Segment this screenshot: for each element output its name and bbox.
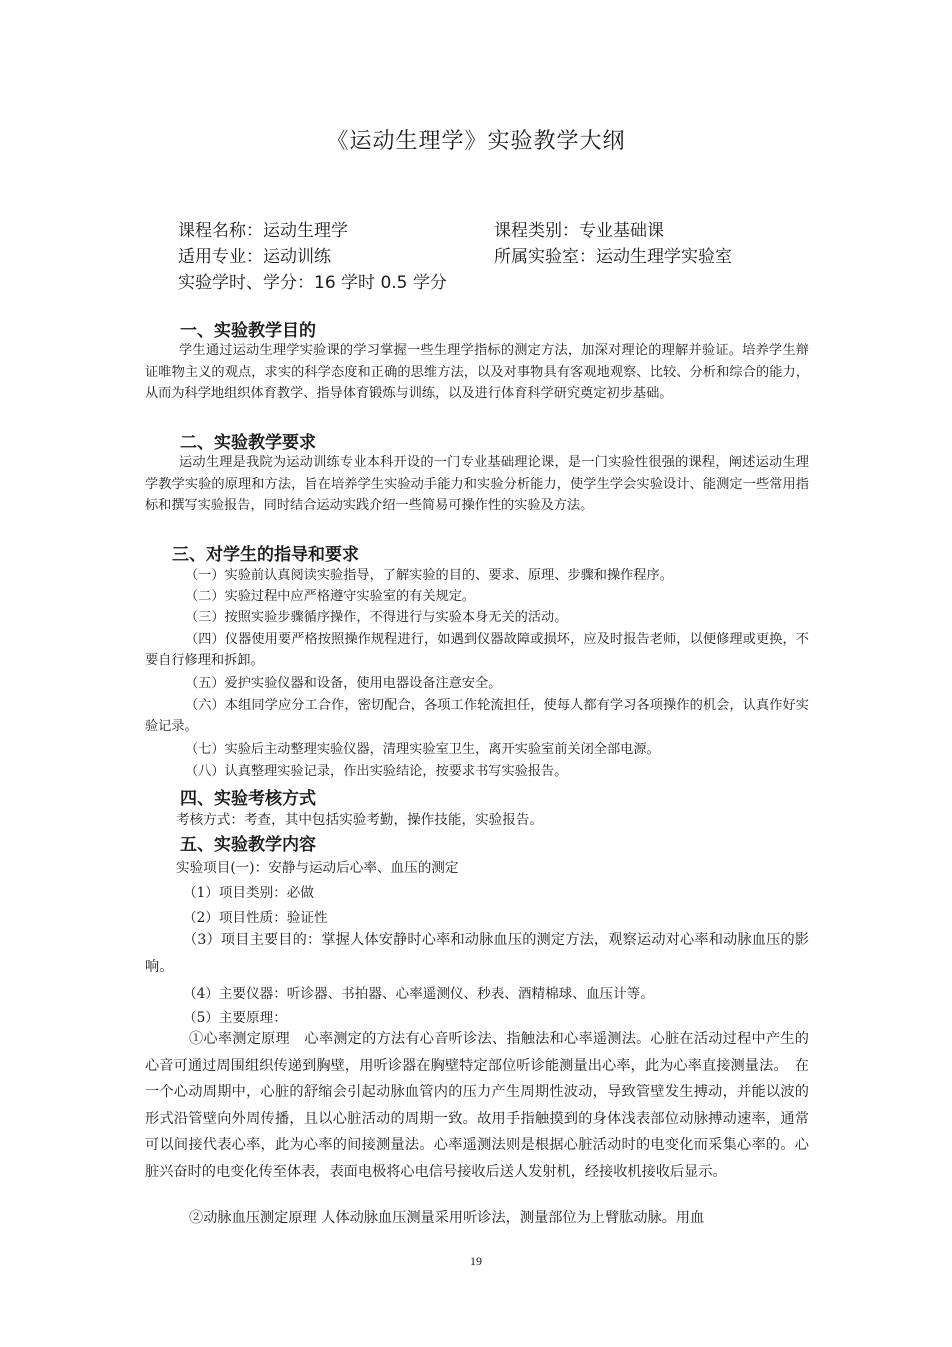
project-purpose: （3）项目主要目的：掌握人体安静时心率和动脉血压的测定方法，观察运动对心率和动脉血压的影响。	[145, 932, 809, 975]
section-4-heading: 四、实验考核方式	[180, 789, 316, 809]
course-name: 课程名称：运动生理学	[178, 221, 348, 241]
guideline-item: （五）爱护实验仪器和设备，使用电器设备注意安全。	[185, 676, 502, 691]
applicable-major: 适用专业：运动训练	[178, 247, 331, 267]
blood-pressure-principle: ②动脉血压测定原理 人体动脉血压测量采用听诊法，测量部位为上臂肱动脉。用血	[189, 1210, 705, 1226]
guideline-item: （四）仪器使用要严格按照操作规程进行，如遇到仪器故障或损坏，应及时报告老师，以便修理或更换，不要自行修理和拆卸。	[145, 632, 809, 669]
guideline-item: （八）认真整理实验记录，作出实验结论，按要求书写实验报告。	[185, 764, 568, 779]
laboratory: 所属实验室：运动生理学实验室	[494, 247, 732, 267]
main-instruments: （4）主要仪器：听诊器、书拍器、心率遥测仪、秒表、酒精棉球、血压计等。	[183, 986, 654, 1002]
assessment-method: 考核方式：考查，其中包括实验考勤，操作技能，实验报告。	[176, 812, 544, 828]
section-1-heading: 一、实验教学目的	[180, 321, 316, 341]
guideline-item: （二）实验过程中应严格遵守实验室的有关规定。	[185, 589, 476, 604]
section-2-text: 运动生理是我院为运动训练专业本科开设的一门专业基础理论课，是一门实验性很强的课程，阐述运动生理学教学实验的原理和方法，旨在培养学生实验动手能力和实验分析能力，使学生学会实验设计、能测定一些常用指标和撰写实验报告，同时结合运动实践介绍一些简易可操作性的实验及方法。	[145, 455, 809, 513]
section-5-heading: 五、实验教学内容	[180, 835, 316, 855]
guideline-item: （六）本组同学应分工合作，密切配合，各项工作轮流担任，使每人都有学习各项操作的机会，认真作好实验记录。	[145, 698, 809, 735]
section-2-heading: 二、实验教学要求	[180, 433, 316, 453]
guideline-item: （三）按照实验步骤循序操作，不得进行与实验本身无关的活动。	[185, 610, 568, 625]
project-nature: （2）项目性质：验证性	[183, 910, 328, 926]
page-number: 19	[470, 1254, 482, 1268]
project-type: （1）项目类别：必做	[183, 885, 314, 901]
principle-label: （5）主要原理：	[183, 1010, 287, 1026]
project-title: 实验项目(一)：安静与运动后心率、血压的测定	[176, 860, 459, 876]
guideline-item: （一）实验前认真阅读实验指导，了解实验的目的、要求、原理、步骤和操作程序。	[185, 568, 673, 583]
course-type: 课程类别：专业基础课	[494, 221, 664, 241]
hours-credits: 实验学时、学分：16 学时 0.5 学分	[178, 273, 447, 293]
heart-rate-principle: ①心率测定原理 心率测定的方法有心音听诊法、指触法和心率遥测法。心脏在活动过程中产生的心音可通过周围组织传递到胸壁，用听诊器在胸壁特定部位听诊能测量出心率，此为心率直接测量法。 在一个心动周期中，心脏的舒缩会引起动脉血管内的压力产生周期性波动，导致管壁发生搏动，并能以波的形式沿管壁向外周传播，且以心脏活动的周期一致。故用手指触摸到的身体浅表部位动脉搏动速率，通常可以间接代表心率，此为心率的间接测量法。心率遥测法则是根据心脏活动时的电变化而采集心率的。心脏兴奋时的电变化传至体表，表面电极将心电信号接收后送人发射机，经接收机接收后显示。	[145, 1031, 809, 1180]
page-title: 《运动生理学》实验教学大纲	[326, 129, 626, 154]
section-3-heading: 三、对学生的指导和要求	[172, 545, 359, 565]
guideline-item: （七）实验后主动整理实验仪器，清理实验室卫生，离开实验室前关闭全部电源。	[185, 742, 660, 757]
section-1-text: 学生通过运动生理学实验课的学习掌握一些生理学指标的测定方法，加深对理论的理解并验证。培养学生辩证唯物主义的观点，求实的科学态度和正确的思维方法，以及对事物具有客观地观察、比较、分析和综合的能力，从而为科学地组织体育教学、指导体育锻炼与训练，以及进行体育科学研究奠定初步基础。	[145, 343, 809, 401]
